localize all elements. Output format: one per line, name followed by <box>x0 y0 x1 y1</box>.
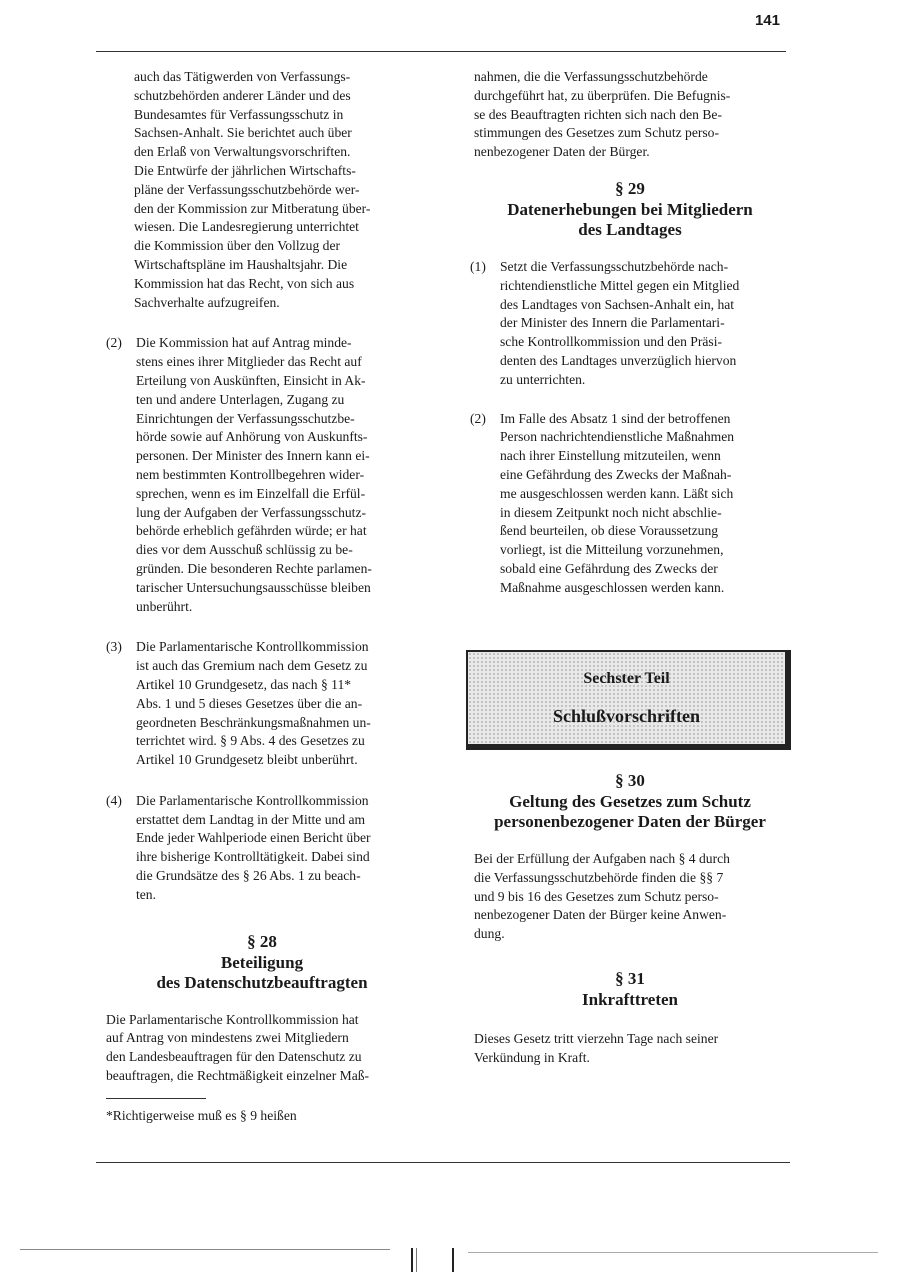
text-line: vorliegt, ist die Mitteilung vorzunehmen, <box>500 542 724 558</box>
text-line: Wirtschaftspläne im Haushaltsjahr. Die <box>134 256 348 272</box>
text-line: pläne der Verfassungsschutzbehörde wer- <box>134 181 360 197</box>
text-line: sprechen, wenn es im Einzelfall die Erfül- <box>136 485 366 501</box>
text-line: sobald eine Gefährdung des Zwecks der <box>500 560 718 576</box>
text-line: schutzbehörden anderer Länder und des <box>134 87 351 103</box>
paragraph-4 <box>106 792 418 905</box>
text-line: behörde erheblich gefährden würde; er hat <box>136 523 367 539</box>
text-line: Dieses Gesetz tritt vierzehn Tage nach seiner <box>474 1030 719 1046</box>
paragraph-number: (2) <box>470 410 486 426</box>
text-line: Sachsen-Anhalt. Sie berichtet auch über <box>134 125 352 141</box>
section-number: § 28 <box>247 931 277 951</box>
text-line: nenbezogener Daten der Bürger keine Anwen- <box>474 907 727 923</box>
text-line: ist auch das Gremium nach dem Gesetz zu <box>136 658 368 674</box>
text-line: Die Parlamentarische Kontrollkommission <box>136 792 369 808</box>
text-line: der Minister des Innern die Parlamentari- <box>500 315 725 331</box>
text-line: Bundesamtes für Verfassungsschutz in <box>134 106 344 122</box>
text-line: sche Kontrollkommission und den Präsi- <box>500 334 723 350</box>
text-line: beauftragen, die Rechtmäßigkeit einzelner Maß- <box>106 1068 370 1084</box>
section-title: Datenerhebungen bei Mitgliedern <box>507 199 753 219</box>
text-line: den Erlaß von Verwaltungsvorschriften. <box>134 144 351 160</box>
section-31-heading <box>474 968 786 1010</box>
text-line: hörde sowie auf Anhörung von Auskunfts- <box>136 429 368 445</box>
text-line: eine Gefährdung des Zwecks der Maßnah- <box>500 466 732 482</box>
text-line: stimmungen des Gesetzes zum Schutz perso- <box>474 125 720 141</box>
section-title: des Landtages <box>578 219 682 239</box>
part-six-banner <box>466 650 791 750</box>
text-line: zu unterrichten. <box>500 371 586 387</box>
text-line: Bei der Erfüllung der Aufgaben nach § 4 durch <box>474 851 730 866</box>
text-line: die Verfassungsschutzbehörde finden die §§ 7 <box>474 869 724 885</box>
paragraph-number: (4) <box>106 792 122 808</box>
text-line: Die Parlamentarische Kontrollkommission <box>136 639 369 655</box>
text-line: Die Entwürfe der jährlichen Wirtschafts- <box>134 162 356 178</box>
text-line: durchgeführt hat, zu überprüfen. Die Befugnis- <box>474 87 731 103</box>
text-line: personen. Der Minister des Innern kann ei- <box>136 448 370 464</box>
text-line: den Landesbeauftragen für den Datenschutz zu <box>106 1049 362 1065</box>
text-line: ihre bisherige Kontrolltätigkeit. Dabei sind <box>136 849 370 865</box>
scan-mark <box>416 1248 417 1272</box>
section-29-heading <box>474 178 786 240</box>
section-title: Inkrafttreten <box>582 989 678 1009</box>
text-line: Ende jeder Wahlperiode einen Bericht über <box>136 830 371 846</box>
text-line: Abs. 1 und 5 dieses Gesetzes über die an- <box>136 695 363 711</box>
banner-part-title: Schlußvorschriften <box>552 706 700 726</box>
text-line: Erteilung von Auskünften, Einsicht in Ak- <box>136 372 366 388</box>
scan-artifact-line-left <box>20 1249 390 1250</box>
text-line: Sachverhalte aufzugreifen. <box>134 294 280 310</box>
text-line: des Landtages von Sachsen-Anhalt ein, hat <box>500 296 735 312</box>
text-line: Artikel 10 Grundgesetz bleibt unberührt. <box>136 752 358 768</box>
text-line: gründen. Die besonderen Rechte parlamen- <box>136 560 372 576</box>
section-28-body <box>106 1011 418 1086</box>
text-line: Kommission hat das Recht, von sich aus <box>134 275 355 291</box>
text-line: Einrichtungen der Verfassungsschutzbe- <box>136 410 355 426</box>
paragraph-number: (1) <box>470 258 486 274</box>
section-29-paragraph-1 <box>470 258 786 390</box>
text-line: me ausgeschlossen werden kann. Läßt sich <box>500 485 734 501</box>
section-title: Geltung des Gesetzes zum Schutz <box>509 792 751 811</box>
text-line: ten. <box>136 886 157 902</box>
section-title: des Datenschutzbeauftragten <box>156 972 368 992</box>
text-line: unberührt. <box>136 598 193 614</box>
text-line: und 9 bis 16 des Gesetzes zum Schutz perso- <box>474 888 719 904</box>
text-line: nach ihrer Einstellung mitzuteilen, wenn <box>500 448 721 464</box>
text-line: terrichtet wird. § 9 Abs. 4 des Gesetzes zu <box>136 733 365 749</box>
footer-rule <box>96 1162 790 1163</box>
text-line: se des Beauftragten richten sich nach den Be- <box>474 106 722 122</box>
text-line: richtendienstliche Mittel gegen ein Mitglied <box>500 277 740 293</box>
paragraph-number: (2) <box>106 335 122 351</box>
right-column-lower <box>474 770 786 1068</box>
text-line: dung. <box>474 926 505 942</box>
text-line: Die Kommission hat auf Antrag minde- <box>136 335 352 351</box>
text-line: ßend beurteilen, ob diese Voraussetzung <box>500 523 719 539</box>
right-column <box>470 68 786 598</box>
text-line: Artikel 10 Grundgesetz, das nach § 11* <box>136 676 352 692</box>
text-line: dies vor dem Ausschuß schlüssig zu be- <box>136 542 353 558</box>
text-line: wiesen. Die Landesregierung unterrichtet <box>134 219 359 235</box>
text-line: Die Parlamentarische Kontrollkommission hat <box>106 1011 359 1027</box>
paragraph-2 <box>106 334 418 616</box>
text-line: denten des Landtages unverzüglich hiervon <box>500 352 737 368</box>
text-line: lung der Aufgaben der Verfassungsschutz- <box>136 504 367 520</box>
text-line: Verkündung in Kraft. <box>474 1049 590 1065</box>
section-30-body <box>474 850 786 944</box>
section-number: § 31 <box>615 968 645 988</box>
text-line: stens eines ihrer Mitglieder das Recht auf <box>136 354 362 370</box>
paragraph-3 <box>106 638 418 770</box>
scan-artifact-line-right <box>468 1252 878 1253</box>
scan-mark <box>411 1248 413 1272</box>
text-line: erstattet dem Landtag in der Mitte und am <box>136 811 366 827</box>
section-title: Beteiligung <box>220 952 304 972</box>
paragraph-number: (3) <box>106 639 122 655</box>
banner-part-label: Sechster Teil <box>583 670 670 687</box>
page-number: 141 <box>754 12 780 29</box>
text-line: in diesem Zeitpunkt noch nicht abschlie- <box>500 504 722 520</box>
text-line: auch das Tätigwerden von Verfassungs- <box>134 69 351 84</box>
text-line: ten und andere Unterlagen, Zugang zu <box>136 391 345 407</box>
footnote: *Richtigerweise muß es § 9 heißen <box>106 1108 297 1123</box>
text-line: Setzt die Verfassungsschutzbehörde nach- <box>500 258 729 274</box>
section-title: personenbezogener Daten der Bürger <box>494 812 766 831</box>
section-30-heading <box>474 770 786 832</box>
text-line: tarischer Untersuchungsausschüsse bleiben <box>136 579 371 595</box>
section-31-body <box>474 1030 786 1068</box>
section-number: § 30 <box>615 771 645 790</box>
text-line: nahmen, die die Verfassungsschutzbehörde <box>474 69 708 84</box>
right-intro-paragraph <box>474 68 786 162</box>
text-line: nem bestimmten Kontrollbegehren wider- <box>136 466 365 482</box>
section-number: § 29 <box>615 178 645 198</box>
text-line: geordneten Beschränkungsmaßnahmen un- <box>136 714 371 730</box>
text-line: die Kommission über den Vollzug der <box>134 238 341 254</box>
text-line: Person nachrichtendienstliche Maßnahmen <box>500 429 735 445</box>
left-intro-paragraph <box>106 68 418 312</box>
left-column <box>106 68 418 1086</box>
section-28-heading <box>106 931 418 993</box>
scan-mark <box>452 1248 454 1272</box>
text-line: nenbezogener Daten der Bürger. <box>474 144 650 160</box>
text-line: den der Kommission zur Mitberatung über- <box>134 200 371 216</box>
text-line: auf Antrag von mindestens zwei Mitgliedern <box>106 1030 349 1046</box>
text-line: Im Falle des Absatz 1 sind der betroffenen <box>500 410 731 426</box>
footnote-rule <box>106 1098 206 1099</box>
section-29-paragraph-2 <box>470 410 786 598</box>
text-line: die Grundsätze des § 26 Abs. 1 zu beach- <box>136 868 361 884</box>
header-rule <box>96 51 786 52</box>
text-line: Maßnahme ausgeschlossen werden kann. <box>500 579 725 595</box>
